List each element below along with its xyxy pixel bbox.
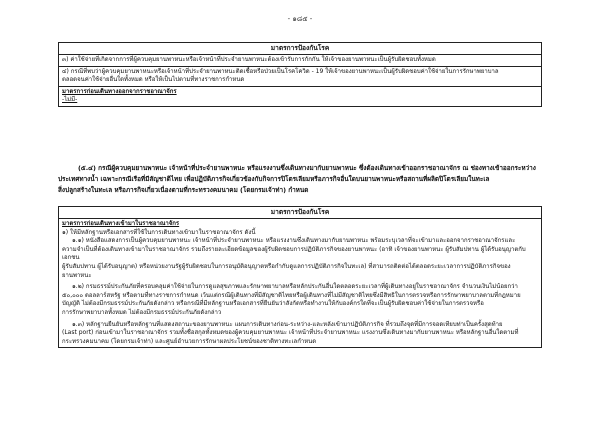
table-2-line: ๑.๓) หลักฐานยืนยันหรือหลักฐานที่แสดงสถานะของยานพาหนะ แผนการเดินทางก่อน-ระหว่าง-และหลังเข้ามาปฏิบัติภารกิจ ที่รวมถึงจุดที่มีการจอดเทียบท่าเป็นครั้งสุดท้าย xyxy=(72,320,503,328)
table-2-line: ผู้รับสัมปทาน ผู้ได้รับอนุญาต) หรือหน่วยงานรัฐผู้รับผิดชอบในการอนุมัติอนุญาตหรือกำกับดูแลการปฏิบัติภารกิจในทะเล) ที่สามารถติดต่อได้ตลอดระยะเวลาการปฏิบัติภารกิจของ xyxy=(62,262,511,270)
table-2-line: ความจำเป็นที่ต้องเดินทางเข้ามาในราชอาณาจักร รวมถึงรายละเอียดข้อมูลของผู้รับผิดชอบการปฏิบัติภารกิจของยานพาหนะ (อาทิ เจ้าของยานพาหนะ ผู้รับสัมปทาน ผู้ได้รับอนุญาตกับเอกชน xyxy=(62,245,526,262)
section-paragraph xyxy=(58,163,542,196)
table-1-subheading: มาตรการก่อนเดินทางออกจากราชอาณาจักร xyxy=(62,87,177,95)
table-2-line: ๑) ให้มีหลักฐานหรือเอกสารที่ใช้ในการเดินทางเข้ามาในราชอาณาจักร ดังนี้ xyxy=(62,228,256,236)
table-2-row xyxy=(59,219,541,347)
table-2-line: ๑.๑) หนังสือแสดงการเป็นผู้ควบคุมยานพาหนะ เจ้าหน้าที่ประจำยานพาหนะ หรือแรงงานซึ่งเดินทางมากับยานพาหนะ พร้อมระบุเวลาที่จะเข้ามาและออกจากราชอาณาจักรและ xyxy=(72,237,516,245)
page-number: - ๑๘๕ - xyxy=(287,15,313,23)
disease-prevention-table-1 xyxy=(58,42,542,107)
table-2-line: การรักษาพยาบาลทั้งหมด ไม่ต้องมีกรมธรรม์ประกันภัยดังกล่าว xyxy=(62,308,222,316)
table-2-line: ๕๐,๐๐๐ ดอลลาร์สหรัฐ หรือตามที่ทางราชการกำหนด เว้นแต่กรณีผู้เดินทางที่มีสัญชาติไทยหรือผู้เดินทางที่ไม่มีสัญชาติไทยซึ่งมีสิทธิในการตรวจหรือการรักษาพยาบาลตามที่กฎหมาย xyxy=(62,291,521,299)
table-1-row xyxy=(59,87,541,106)
table-2-line: (Last port) ก่อนเข้ามาในราชอาณาจักร รวมทั้งชื่อสกุลทั้งหมดของผู้ควบคุมยานพาหนะ เจ้าหน้าที่ประจำยานพาหนะ แรงงานซึ่งเดินทางมากับยานพาหนะ หรือหลักฐานอื่นใดตามที่ xyxy=(62,329,519,337)
table-1-row xyxy=(59,55,541,67)
table-2-line: ยานพาหนะ xyxy=(62,271,92,279)
table-1-line: ตลอดจนค่าใช้จ่ายอื่นใดทั้งหมด หรือให้เป็นไปตามที่ทางราชการกำหนด xyxy=(62,76,245,84)
table-1-line: ๓) ค่าใช้จ่ายที่เกิดจากการที่ผู้ควบคุมยานพาหนะหรือเจ้าหน้าที่ประจำยานพาหนะต้องเข้ารับการกักกัน ให้เจ้าของยานพาหนะเป็นผู้รับผิดชอบทั้งหมด xyxy=(62,56,436,63)
table-1-subvalue: -ไม่มี- xyxy=(62,96,78,104)
paragraph-line: (๕.๔) กรณีผู้ควบคุมยานพาหนะ เจ้าหน้าที่ประจำยานพาหนะ หรือแรงงานซึ่งเดินทางมากับยานพาหนะ ซึ่งต้องเดินทางเข้าออกราชอาณาจักร ณ ช่องทางเข้าออกระหว่าง xyxy=(78,164,536,172)
table-1-row xyxy=(59,67,541,87)
paragraph-line: ประเทศทางน้ำ เฉพาะกรณีเรือที่มีสัญชาติไทย เพื่อปฏิบัติภารกิจเกี่ยวข้องกับกิจการปิโตรเลียมหรือภารกิจอื่นใดบนยานพาหนะหรือสถานที่ผลิตปิโตรเลียมในทะเล xyxy=(58,175,490,183)
disease-prevention-table-2 xyxy=(58,206,542,348)
table-1-line: ๔) กรณีที่พบว่าผู้ควบคุมยานพาหนะหรือเจ้าหน้าที่ประจำยานพาหนะติดเชื้อหรือป่วยเป็นโรคโควิด - 19 ให้เจ้าของยานพาหนะเป็นผู้รับผิดชอบค่าใช้จ่ายในการรักษาพยาบาล xyxy=(62,67,499,75)
table-1-title: มาตรการป้องกันโรค xyxy=(59,43,541,55)
table-2-line: บัญญัติ ไม่ต้องมีกรมธรรม์ประกันภัยดังกล่าว หรือกรณีที่มีหลักฐานหรือเอกสารที่ยืนยันว่าสังกัดหรือทำงานให้กับองค์กรใดที่จะเป็นผู้รับผิดชอบค่าใช้จ่ายในการตรวจหรือ xyxy=(62,300,484,308)
table-2-subheading: มาตรการก่อนเดินทางเข้ามาในราชอาณาจักร xyxy=(62,220,180,227)
paragraph-line: สิ่งปลูกสร้างในทะเล หรือภารกิจเกี่ยวเนื่องตามที่กระทรวงคมนาคม (โดยกรมเจ้าท่า) กำหนด xyxy=(58,186,309,194)
table-2-line: ๑.๒) กรมธรรม์ประกันภัยที่ครอบคลุมค่าใช้จ่ายในการดูแลสุขภาพและรักษาพยาบาลหรือหลักประกันอื่นใดตลอดระยะเวลาที่ผู้เดินทางอยู่ในราชอาณาจักร จำนวนเงินไม่น้อยกว่า xyxy=(72,283,518,291)
table-2-title: มาตรการป้องกันโรค xyxy=(59,207,541,219)
table-2-line: กระทรวงคมนาคม (โดยกรมเจ้าท่า) และศูนย์อำนวยการรักษาผลประโยชน์ของชาติทางทะเลกำหนด xyxy=(62,337,317,345)
